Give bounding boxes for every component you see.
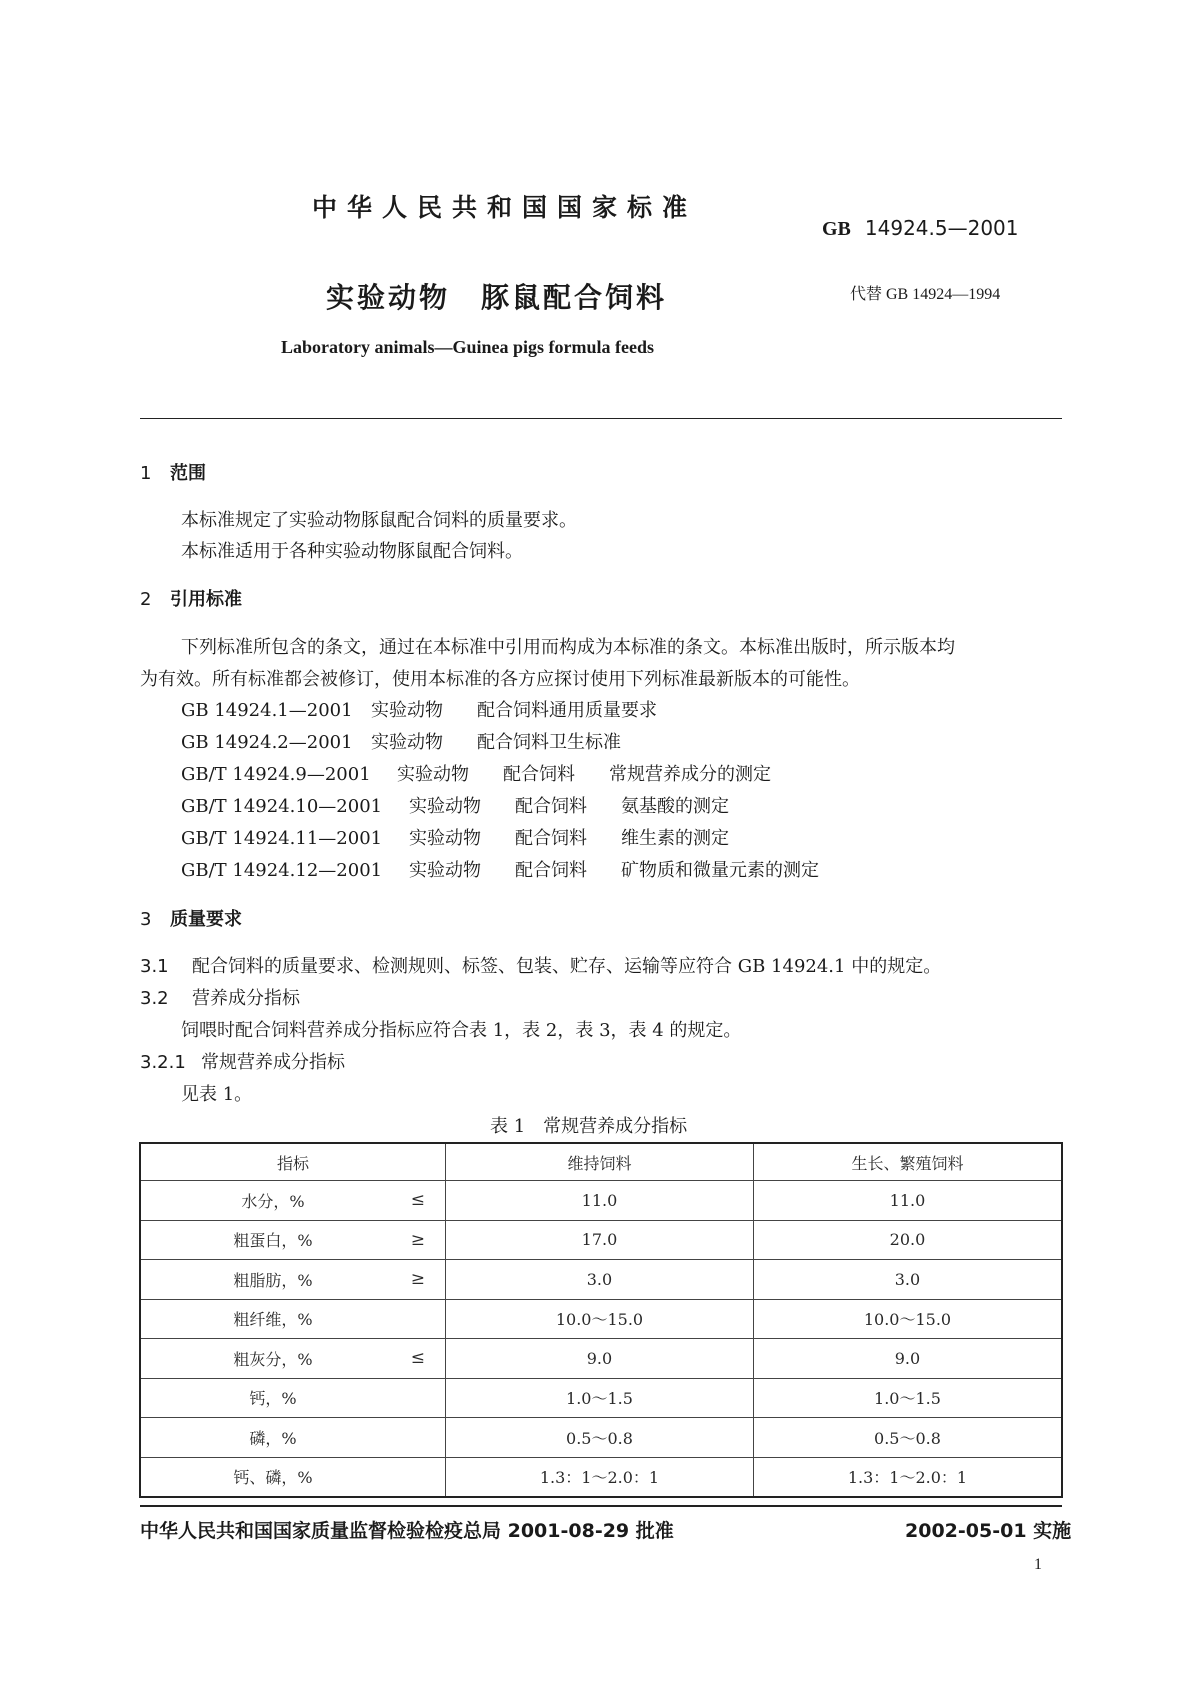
clause-3-2-1 — [140, 1048, 345, 1074]
section-2-title: 引用标准 — [170, 589, 242, 610]
standard-number — [822, 216, 1019, 241]
section-3-number: 3 — [140, 909, 152, 930]
reference-code: GB/T 14924.10—2001 — [181, 796, 383, 817]
indicator-operator: ≤ — [410, 1348, 425, 1368]
section-3-title: 质量要求 — [170, 909, 242, 930]
indicator-name: 粗脂肪，% — [233, 1270, 313, 1290]
section-2-paragraph-line-2: 为有效。所有标准都会被修订，使用本标准的各方应探讨使用下列标准最新版本的可能性。 — [140, 669, 860, 690]
reference-item — [181, 696, 657, 722]
indicator-name: 粗蛋白，% — [233, 1231, 313, 1251]
reference-part-b: 配合饲料 — [515, 796, 587, 817]
reference-part-c: 氨基酸的测定 — [621, 796, 729, 817]
clause-3-2-1-title: 常规营养成分指标 — [201, 1052, 345, 1073]
reference-item — [181, 856, 819, 882]
clause-3-2-1-number: 3.2.1 — [140, 1052, 186, 1073]
indicator-operator: ≥ — [410, 1269, 425, 1289]
reference-part-b: 配合饲料 — [515, 860, 587, 881]
reference-code: GB 14924.2—2001 — [181, 732, 353, 753]
growth-value-cell: 20.0 — [753, 1220, 1062, 1260]
section-1-number: 1 — [140, 463, 152, 484]
clause-3-2-title: 营养成分指标 — [192, 988, 300, 1009]
indicator-name: 钙，% — [249, 1389, 297, 1409]
table-row — [140, 1181, 1062, 1221]
growth-value-cell: 1.3：1～2.0：1 — [753, 1457, 1062, 1497]
maintenance-value-cell: 1.0～1.5 — [445, 1378, 753, 1418]
header-divider — [140, 418, 1062, 419]
growth-value-cell: 9.0 — [753, 1339, 1062, 1379]
maintenance-value-cell: 10.0～15.0 — [445, 1299, 753, 1339]
indicator-cell — [140, 1220, 445, 1260]
indicator-cell — [140, 1339, 445, 1379]
section-1-title: 范围 — [170, 463, 206, 484]
reference-part-b: 配合饲料 — [515, 828, 587, 849]
reference-part-b: 配合饲料通用质量要求 — [477, 700, 657, 721]
table-header-cell: 指标 — [140, 1143, 445, 1181]
table-header-cell: 生长、繁殖饲料 — [753, 1143, 1062, 1181]
clause-3-1-number: 3.1 — [140, 956, 169, 977]
reference-part-c: 矿物质和微量元素的测定 — [621, 860, 819, 881]
reference-part-b: 配合饲料 — [503, 764, 575, 785]
section-2-heading — [140, 585, 242, 611]
footer-divider — [140, 1505, 1062, 1507]
indicator-cell — [140, 1260, 445, 1300]
indicator-operator: ≤ — [410, 1190, 425, 1210]
replaces-standard: 代替 GB 14924—1994 — [850, 286, 1001, 303]
reference-code: GB/T 14924.9—2001 — [181, 764, 371, 785]
indicator-cell — [140, 1378, 445, 1418]
indicator-cell — [140, 1418, 445, 1458]
indicator-name: 粗纤维，% — [233, 1310, 313, 1330]
national-standard-heading: 中华人民共和国国家标准 — [312, 193, 698, 222]
reference-item — [181, 760, 771, 786]
maintenance-value-cell: 3.0 — [445, 1260, 753, 1300]
table-row — [140, 1457, 1062, 1497]
reference-part-a: 实验动物 — [409, 796, 481, 817]
clause-3-2-1-text: 见表 1。 — [181, 1084, 253, 1105]
reference-code: GB/T 14924.11—2001 — [181, 828, 383, 849]
reference-part-c: 常规营养成分的测定 — [609, 764, 771, 785]
growth-value-cell: 11.0 — [753, 1181, 1062, 1221]
reference-item — [181, 728, 621, 754]
clause-3-2-text: 饲喂时配合饲料营养成分指标应符合表 1，表 2，表 3，表 4 的规定。 — [181, 1020, 742, 1041]
maintenance-value-cell: 11.0 — [445, 1181, 753, 1221]
reference-code: GB/T 14924.12—2001 — [181, 860, 383, 881]
reference-part-b: 配合饲料卫生标准 — [477, 732, 621, 753]
reference-item — [181, 792, 729, 818]
reference-item — [181, 824, 729, 850]
table-row — [140, 1339, 1062, 1379]
standard-number-value: 14924.5—2001 — [864, 216, 1019, 240]
indicator-name: 粗灰分，% — [233, 1349, 313, 1369]
table-row — [140, 1220, 1062, 1260]
maintenance-value-cell: 1.3：1～2.0：1 — [445, 1457, 753, 1497]
section-1-heading — [140, 459, 206, 485]
indicator-name: 水分，% — [241, 1191, 305, 1211]
maintenance-value-cell: 0.5～0.8 — [445, 1418, 753, 1458]
indicator-name: 钙、磷，% — [233, 1468, 313, 1488]
indicator-cell — [140, 1181, 445, 1221]
reference-part-a: 实验动物 — [409, 828, 481, 849]
clause-3-1-text: 配合饲料的质量要求、检测规则、标签、包装、贮存、运输等应符合 GB 14924.1 中的规定。 — [192, 956, 942, 977]
clause-3-2 — [140, 984, 300, 1010]
section-1-paragraph-2: 本标准适用于各种实验动物豚鼠配合饲料。 — [181, 541, 523, 562]
growth-value-cell: 1.0～1.5 — [753, 1378, 1062, 1418]
growth-value-cell: 0.5～0.8 — [753, 1418, 1062, 1458]
table-header-cell: 维持饲料 — [445, 1143, 753, 1181]
section-1-paragraph-1: 本标准规定了实验动物豚鼠配合饲料的质量要求。 — [181, 510, 577, 531]
indicator-operator: ≥ — [410, 1229, 425, 1250]
clause-3-1 — [140, 952, 941, 978]
reference-part-c: 维生素的测定 — [621, 828, 729, 849]
growth-value-cell: 10.0～15.0 — [753, 1299, 1062, 1339]
table-header-row — [140, 1143, 1062, 1181]
indicator-name: 磷，% — [249, 1428, 297, 1448]
maintenance-value-cell: 17.0 — [445, 1220, 753, 1260]
indicator-cell — [140, 1457, 445, 1497]
table-1-caption: 表 1 常规营养成分指标 — [490, 1116, 688, 1137]
reference-part-a: 实验动物 — [397, 764, 469, 785]
document-title: 实验动物 豚鼠配合饲料 — [326, 281, 668, 314]
growth-value-cell: 3.0 — [753, 1260, 1062, 1300]
table-row — [140, 1418, 1062, 1458]
maintenance-value-cell: 9.0 — [445, 1339, 753, 1379]
approval-line: 中华人民共和国国家质量监督检验检疫总局 2001-08-29 批准 — [140, 1520, 674, 1542]
implementation-date: 2002-05-01 实施 — [905, 1520, 1072, 1542]
section-3-heading — [140, 905, 242, 931]
reference-part-a: 实验动物 — [371, 732, 443, 753]
clause-3-2-number: 3.2 — [140, 988, 169, 1009]
reference-part-a: 实验动物 — [371, 700, 443, 721]
standard-prefix: GB — [822, 218, 851, 240]
english-title: Laboratory animals—Guinea pigs formula feeds — [281, 337, 655, 357]
table-row — [140, 1378, 1062, 1418]
indicator-cell — [140, 1299, 445, 1339]
table-1 — [139, 1142, 1063, 1498]
section-2-paragraph-line-1: 下列标准所包含的条文，通过在本标准中引用而构成为本标准的条文。本标准出版时，所示版本均 — [181, 637, 955, 658]
page-number: 1 — [1034, 1556, 1042, 1573]
reference-part-a: 实验动物 — [409, 860, 481, 881]
reference-code: GB 14924.1—2001 — [181, 700, 353, 721]
table-row — [140, 1299, 1062, 1339]
table-row — [140, 1260, 1062, 1300]
section-2-number: 2 — [140, 589, 152, 610]
